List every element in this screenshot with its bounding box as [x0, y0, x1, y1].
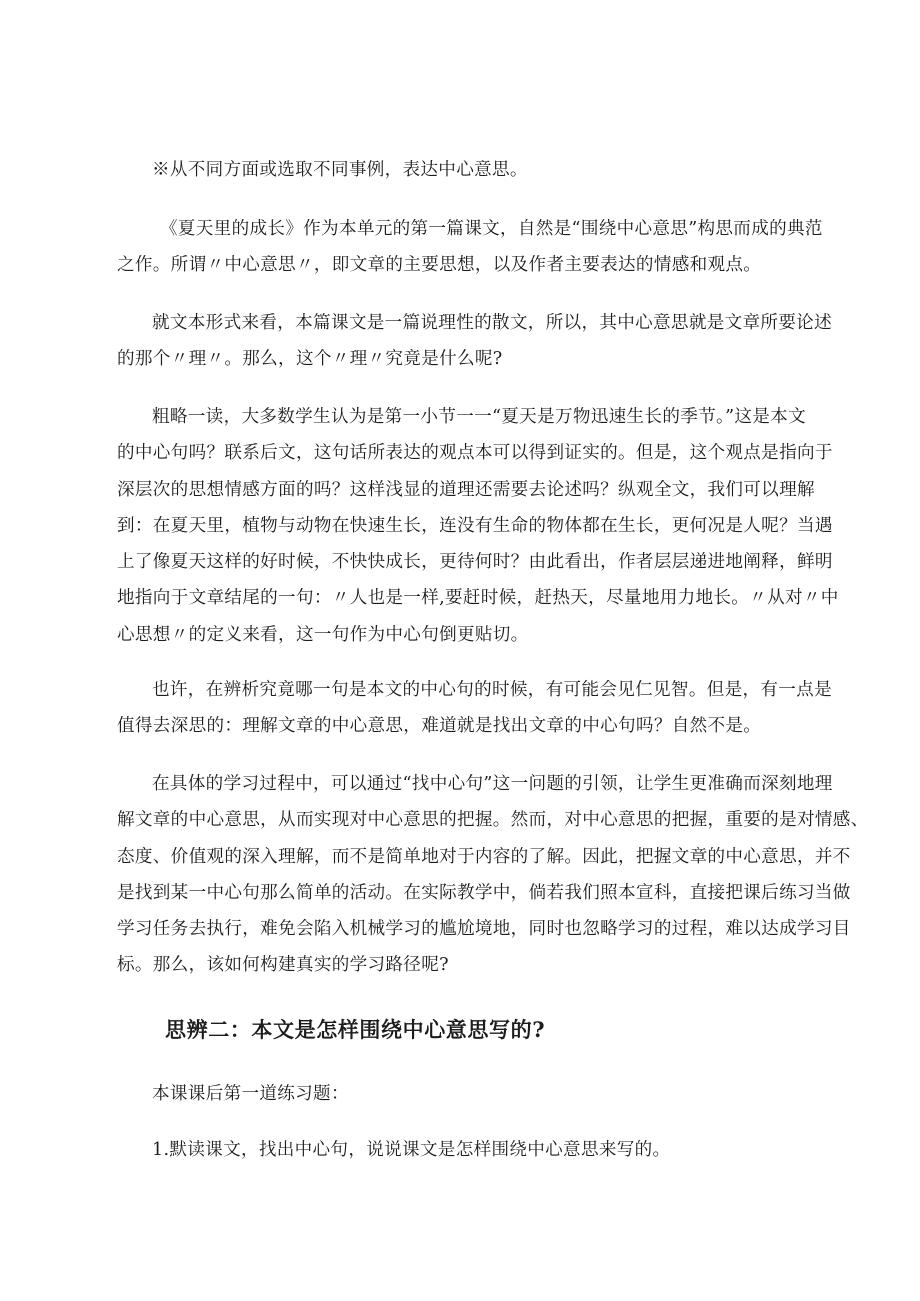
paragraph: [117, 305, 832, 378]
text-line: 地指向于文章结尾的一句：〃人也是一样,要赶时候，赶热天，尽量地用力地长。〃从对〃中: [117, 588, 839, 609]
text-line: 也许，在辨析究竟哪一句是本文的中心句的时候，有可能会见仁见智。但是，有一点是: [152, 680, 832, 700]
text-line: 解文章的中心意思，从而实现对中心意思的把握。然而，对中心意思的把握，重要的是对情感、: [117, 810, 869, 831]
text-line: 的那个〃理〃。那么，这个〃理〃究竟是什么呢?: [117, 349, 503, 370]
exercise-intro: 本课课后第一道练习题：: [152, 1084, 349, 1104]
text-line: 标。那么，该如何构建真实的学习路径呢?: [117, 955, 449, 976]
section-heading: 思辨二：本文是怎样围绕中心意思写的?: [165, 1017, 546, 1042]
text-line: 深层次的思想情感方面的吗？这样浅显的道理还需要去论述吗？纵观全文，我们可以理解: [117, 479, 815, 500]
paragraph: [117, 672, 832, 745]
paragraph: [117, 211, 827, 284]
exercise-item: 1.默读课文，找出中心句，说说课文是怎样围绕中心意思来写的。: [152, 1140, 671, 1160]
text-line: 态度、价值观的深入理解，而不是简单地对于内容的了解。因此，把握文章的中心意思，并不: [117, 846, 851, 867]
text-line: 是找到某一中心句那么简单的活动。在实际教学中，倘若我们照本宣科，直接把课后练习当做: [117, 882, 851, 903]
text-line: 值得去深思的：理解文章的中心意思，难道就是找出文章的中心句吗？自然不是。: [117, 716, 762, 737]
text-line: 的中心句吗？联系后文，这句话所表达的观点本可以得到证实的。但是，这个观点是指向于: [117, 443, 833, 464]
text-line: 之作。所谓〃中心意思〃，即文章的主要思想，以及作者主要表达的情感和观点。: [117, 255, 762, 276]
text-line: 心思想〃的定义来看，这一句作为中心句倒更贴切。: [117, 624, 529, 645]
text-line: 就文本形式来看，本篇课文是一篇说理性的散文，所以，其中心意思就是文章所要论述: [152, 313, 832, 333]
text-line: 到：在夏天里，植物与动物在快速生长，连没有生命的物体都在生长，更何况是人呢？当遇: [117, 515, 833, 536]
paragraph: [117, 399, 839, 653]
paragraph-intro-note: [152, 152, 862, 188]
text-line: 学习任务去执行，难免会陷入机械学习的尴尬境地，同时也忽略学习的过程，难以达成学习目: [117, 919, 851, 940]
text-line: ※从不同方面或选取不同事例，表达中心意思。: [152, 160, 528, 180]
paragraph: [117, 766, 869, 984]
text-line: 《夏天里的成长》作为本单元的第一篇课文，自然是“围绕中心意思”构思而成的典范: [160, 219, 823, 239]
text-line: 在具体的学习过程中，可以通过“找中心句”这一问题的引领，让学生更准确而深刻地理: [152, 774, 833, 794]
text-line: 上了像夏天这样的好时候，不快快成长，更待何时？由此看出，作者层层递进地阐释，鲜明: [117, 552, 833, 573]
text-line: 粗略一读，大多数学生认为是第一小节一一“夏天是万物迅速生长的季节。”这是本文: [152, 407, 806, 427]
